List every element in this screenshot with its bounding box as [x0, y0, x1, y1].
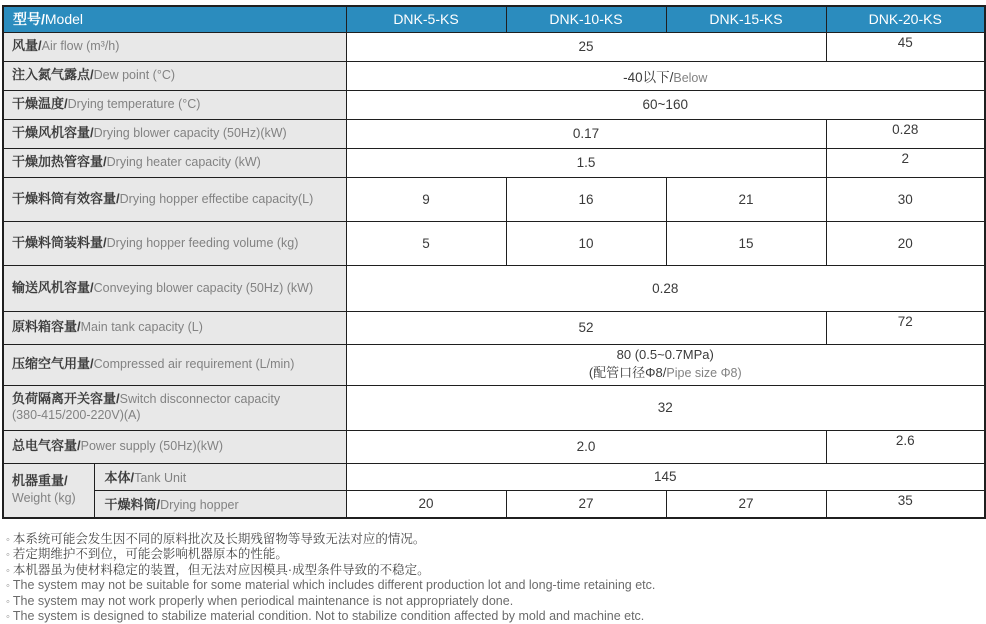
label-zh: 干燥温度/ [12, 96, 68, 112]
bullet-icon: ◦ [6, 549, 10, 562]
bullet-icon: ◦ [6, 534, 10, 546]
label-en: Drying heater capacity (kW) [106, 155, 261, 170]
label-zh: 干燥料筒/ [104, 497, 161, 513]
label-zh: 负荷隔离开关容量/ [12, 391, 120, 407]
dew-point-value-merged [346, 61, 985, 90]
column-header-dnk-20-ks: DNK-20-KS [826, 6, 985, 32]
column-header-dnk-5-ks: DNK-5-KS [346, 6, 506, 32]
row-label-drying-temperature [3, 90, 346, 119]
footnote-text: The system is designed to stabilize material condition. Not to stabilize condition affected by mold and machine etc. [12, 609, 645, 624]
label-zh: 干燥加热管容量/ [12, 154, 107, 170]
row-weight-drying-hopper [3, 490, 985, 518]
row-label-hopper-feeding-volume [3, 221, 346, 265]
label-en: Conveying blower capacity (50Hz) (kW) [93, 280, 314, 295]
hopper-effective-value-dnk20: 30 [826, 177, 985, 221]
model-header-cell [3, 6, 346, 32]
label-zh: 总电气容量/ [12, 438, 81, 454]
row-dew-point [3, 61, 985, 90]
compressed-air-line1: 80 (0.5~0.7MPa) [616, 347, 714, 363]
hopper-effective-value-dnk5: 9 [346, 177, 506, 221]
bullet-icon: ◦ [6, 564, 10, 577]
bullet-icon: ◦ [6, 611, 10, 624]
value-zh: -40以下/ [623, 69, 674, 85]
label-en: Power supply (50Hz)(kW) [80, 439, 224, 454]
spec-table [2, 5, 986, 519]
row-drying-temperature [3, 90, 985, 119]
label-zh: 干燥料筒装料量/ [12, 234, 107, 250]
row-label-switch-disconnector-capacity [3, 385, 346, 430]
label-zh: 压缩空气用量/ [12, 356, 94, 372]
value-zh: (配管口径Φ8/ [588, 365, 667, 381]
compressed-air-line2 [349, 364, 983, 383]
label-en: Drying blower capacity (50Hz)(kW) [93, 126, 287, 141]
row-label-air-flow [3, 32, 346, 61]
label-zh: 输送风机容量/ [12, 279, 94, 295]
hopper-feeding-value-dnk5: 5 [346, 221, 506, 265]
row-switch-disconnector-capacity [3, 385, 985, 430]
hopper-feeding-value-dnk10: 10 [506, 221, 666, 265]
column-header-dnk-10-ks: DNK-10-KS [506, 6, 666, 32]
weight-hopper-value-dnk5: 20 [346, 490, 506, 518]
label-en: Drying hopper [160, 498, 239, 513]
footnotes [6, 532, 984, 624]
row-label-power-supply [3, 430, 346, 463]
label-en: Drying temperature (°C) [67, 97, 201, 112]
footnote-text: The system may not be suitable for some material which includes different production lot and long-time retaining etc. [12, 578, 656, 593]
footnote-line [6, 578, 984, 593]
column-header-dnk-15-ks: DNK-15-KS [666, 6, 826, 32]
row-air-flow [3, 32, 985, 61]
footnote-line [6, 563, 984, 578]
label-en: Compressed air requirement (L/min) [93, 357, 295, 372]
weight-tank-unit-value-merged: 145 [346, 463, 985, 490]
footnote-line [6, 609, 984, 624]
drying-heater-value-dnk20: 2 [826, 148, 985, 177]
label-en: Switch disconnector capacity [119, 392, 281, 407]
row-label-drying-heater-capacity [3, 148, 346, 177]
row-hopper-effective-capacity [3, 177, 985, 221]
power-supply-value-dnk20: 2.6 [826, 430, 985, 463]
model-label-en: Model [44, 11, 84, 28]
row-drying-heater-capacity [3, 148, 985, 177]
label-en: Main tank capacity (L) [80, 320, 203, 335]
row-hopper-feeding-volume [3, 221, 985, 265]
weight-sub-label-drying-hopper [94, 490, 346, 518]
value-en: Pipe size Φ8) [666, 366, 742, 381]
footnote-line [6, 547, 984, 562]
footnote-line [6, 532, 984, 547]
label-en: Drying hopper effectibe capacity(L) [119, 191, 314, 206]
label-zh: 干燥料筒有效容量/ [12, 190, 120, 206]
weight-sub-label-tank-unit [94, 463, 346, 490]
drying-blower-value-merged: 0.17 [346, 119, 826, 148]
bullet-icon: ◦ [6, 595, 10, 608]
row-compressed-air-requirement [3, 344, 985, 385]
row-label-hopper-effective-capacity [3, 177, 346, 221]
label-zh: 注入氮气露点/ [12, 67, 94, 83]
hopper-feeding-value-dnk15: 15 [666, 221, 826, 265]
row-label-drying-blower-capacity [3, 119, 346, 148]
footnote-text: The system may not work properly when periodical maintenance is not appropriately done. [12, 593, 514, 608]
weight-hopper-value-dnk20: 35 [826, 490, 985, 518]
label-en: Dew point (°C) [93, 68, 176, 83]
label-zh: 原料箱容量/ [12, 319, 81, 335]
label-zh: 本体/ [104, 470, 135, 485]
air-flow-value-merged: 25 [346, 32, 826, 61]
hopper-effective-value-dnk15: 21 [666, 177, 826, 221]
label-zh: 机器重量/ [12, 473, 68, 489]
footnote-text: 若定期维护不到位，可能会影响机器原本的性能。 [12, 547, 288, 562]
weight-hopper-value-dnk15: 27 [666, 490, 826, 518]
model-label-zh: 型号/ [13, 11, 45, 28]
hopper-feeding-value-dnk20: 20 [826, 221, 985, 265]
label-en: Drying hopper feeding volume (kg) [106, 235, 299, 250]
value-en: Below [673, 70, 708, 85]
drying-heater-value-merged: 1.5 [346, 148, 826, 177]
label-zh: 干燥风机容量/ [12, 125, 94, 141]
main-tank-value-dnk20: 72 [826, 311, 985, 344]
power-supply-value-merged: 2.0 [346, 430, 826, 463]
footnote-text: 本机器虽为使材料稳定的装置，但无法对应因模具·成型条件导致的不稳定。 [12, 562, 430, 577]
main-tank-value-merged: 52 [346, 311, 826, 344]
row-weight-tank-unit [3, 463, 985, 490]
label-zh: 风量/ [12, 38, 42, 54]
compressed-air-value-merged [346, 344, 985, 385]
switch-disconnector-value-merged: 32 [346, 385, 985, 430]
footnote-text: 本系统可能会发生因不同的原料批次及长期残留物等导致无法对应的情况。 [12, 532, 426, 546]
conveying-blower-value-merged: 0.28 [346, 265, 985, 311]
header-row [3, 6, 985, 32]
footnote-line [6, 594, 984, 609]
air-flow-value-dnk20: 45 [826, 32, 985, 61]
label-en: Air flow (m³/h) [41, 39, 120, 54]
row-main-tank-capacity [3, 311, 985, 344]
row-label-main-tank-capacity [3, 311, 346, 344]
row-label-conveying-blower-capacity [3, 265, 346, 311]
row-label-dew-point [3, 61, 346, 90]
hopper-effective-value-dnk10: 16 [506, 177, 666, 221]
row-drying-blower-capacity [3, 119, 985, 148]
bullet-icon: ◦ [6, 580, 10, 593]
label-en: Tank Unit [134, 471, 187, 485]
row-conveying-blower-capacity [3, 265, 985, 311]
drying-temperature-value-merged: 60~160 [346, 90, 985, 119]
weight-group-label [3, 463, 94, 518]
weight-hopper-value-dnk10: 27 [506, 490, 666, 518]
row-power-supply [3, 430, 985, 463]
label-line2: (380-415/200-220V)(A) [12, 408, 141, 422]
drying-blower-value-dnk20: 0.28 [826, 119, 985, 148]
row-label-compressed-air-requirement [3, 344, 346, 385]
label-en: Weight (kg) [12, 491, 76, 506]
